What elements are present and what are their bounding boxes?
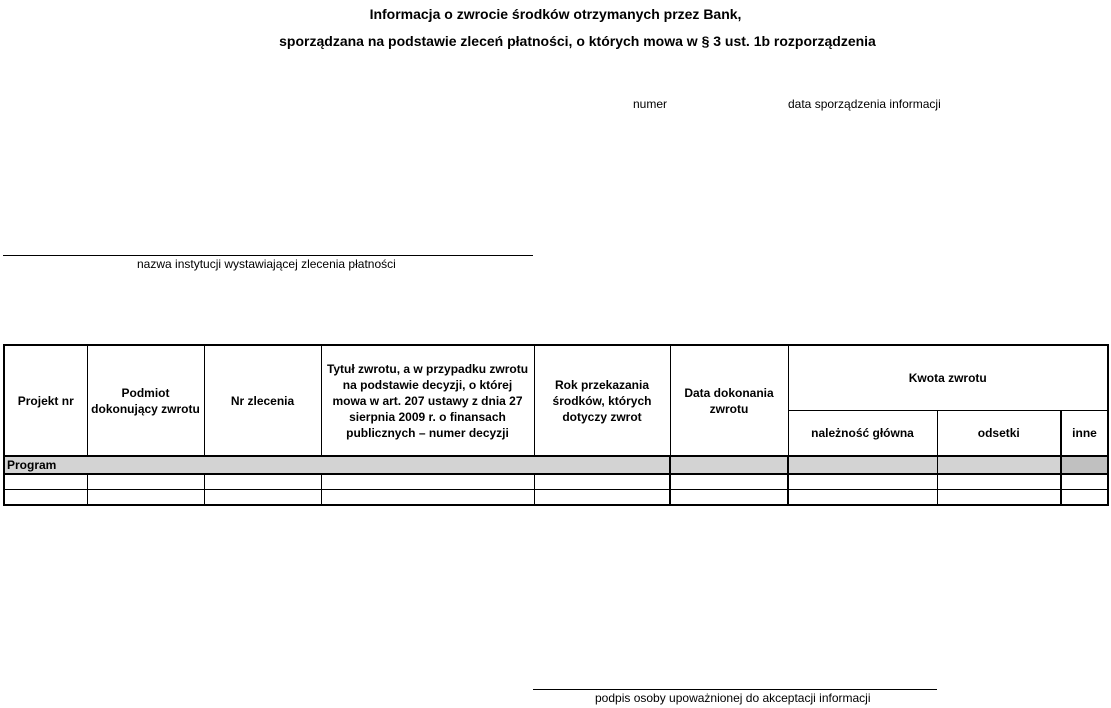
program-cell (937, 456, 1061, 474)
table-cell[interactable] (204, 490, 321, 506)
table-cell[interactable] (534, 490, 670, 506)
col-header-rok: Rok przekazania środków, których dotyczy zwrot (534, 345, 670, 456)
document-subtitle: sporządzana na podstawie zleceń płatności, o których mowa w § 3 ust. 1b rozporządzenia (279, 33, 876, 49)
table-cell[interactable] (321, 490, 534, 506)
program-cell (1061, 456, 1108, 474)
date-label: data sporządzenia informacji (788, 97, 941, 111)
program-row (4, 456, 1108, 474)
table-cell[interactable] (1061, 474, 1108, 490)
program-cell (670, 456, 788, 474)
col-header-odsetki: odsetki (937, 411, 1061, 457)
table-row (4, 474, 1108, 490)
table-cell[interactable] (87, 474, 204, 490)
table-cell[interactable] (87, 490, 204, 506)
table-cell[interactable] (1061, 490, 1108, 506)
program-cell (788, 456, 937, 474)
table-cell[interactable] (4, 490, 87, 506)
table-cell[interactable] (937, 474, 1061, 490)
table-cell[interactable] (534, 474, 670, 490)
institution-name-line (3, 255, 533, 256)
col-header-kwota: Kwota zwrotu (788, 345, 1108, 411)
table-cell[interactable] (788, 474, 937, 490)
signature-label: podpis osoby upoważnionej do akceptacji informacji (595, 691, 871, 705)
numer-label: numer (633, 97, 668, 111)
table-cell[interactable] (937, 490, 1061, 506)
col-header-inne: inne (1061, 411, 1108, 457)
col-header-tytul: Tytuł zwrotu, a w przypadku zwrotu na podstawie decyzji, o której mowa w art. 207 ustawy z dnia 27 sierpnia 2009 r. o finansach publicznych – numer decyzji (321, 345, 534, 456)
refund-table (3, 344, 1109, 506)
col-header-naleznosc: należność główna (788, 411, 937, 457)
col-header-podmiot: Podmiot dokonujący zwrotu (87, 345, 204, 456)
table-row (4, 490, 1108, 506)
program-label: Program (4, 456, 670, 474)
col-header-projekt: Projekt nr (4, 345, 87, 456)
document-title: Informacja o zwrocie środków otrzymanych przez Bank, (369, 6, 742, 22)
table-cell[interactable] (788, 490, 937, 506)
institution-name-label: nazwa instytucji wystawiającej zlecenia płatności (137, 257, 396, 271)
table-cell[interactable] (670, 490, 788, 506)
table-cell[interactable] (321, 474, 534, 490)
table-cell[interactable] (204, 474, 321, 490)
col-header-nr-zlecenia: Nr zlecenia (204, 345, 321, 456)
table-cell[interactable] (4, 474, 87, 490)
col-header-data-dokonania: Data dokonania zwrotu (670, 345, 788, 456)
table-cell[interactable] (670, 474, 788, 490)
signature-line (533, 689, 937, 690)
